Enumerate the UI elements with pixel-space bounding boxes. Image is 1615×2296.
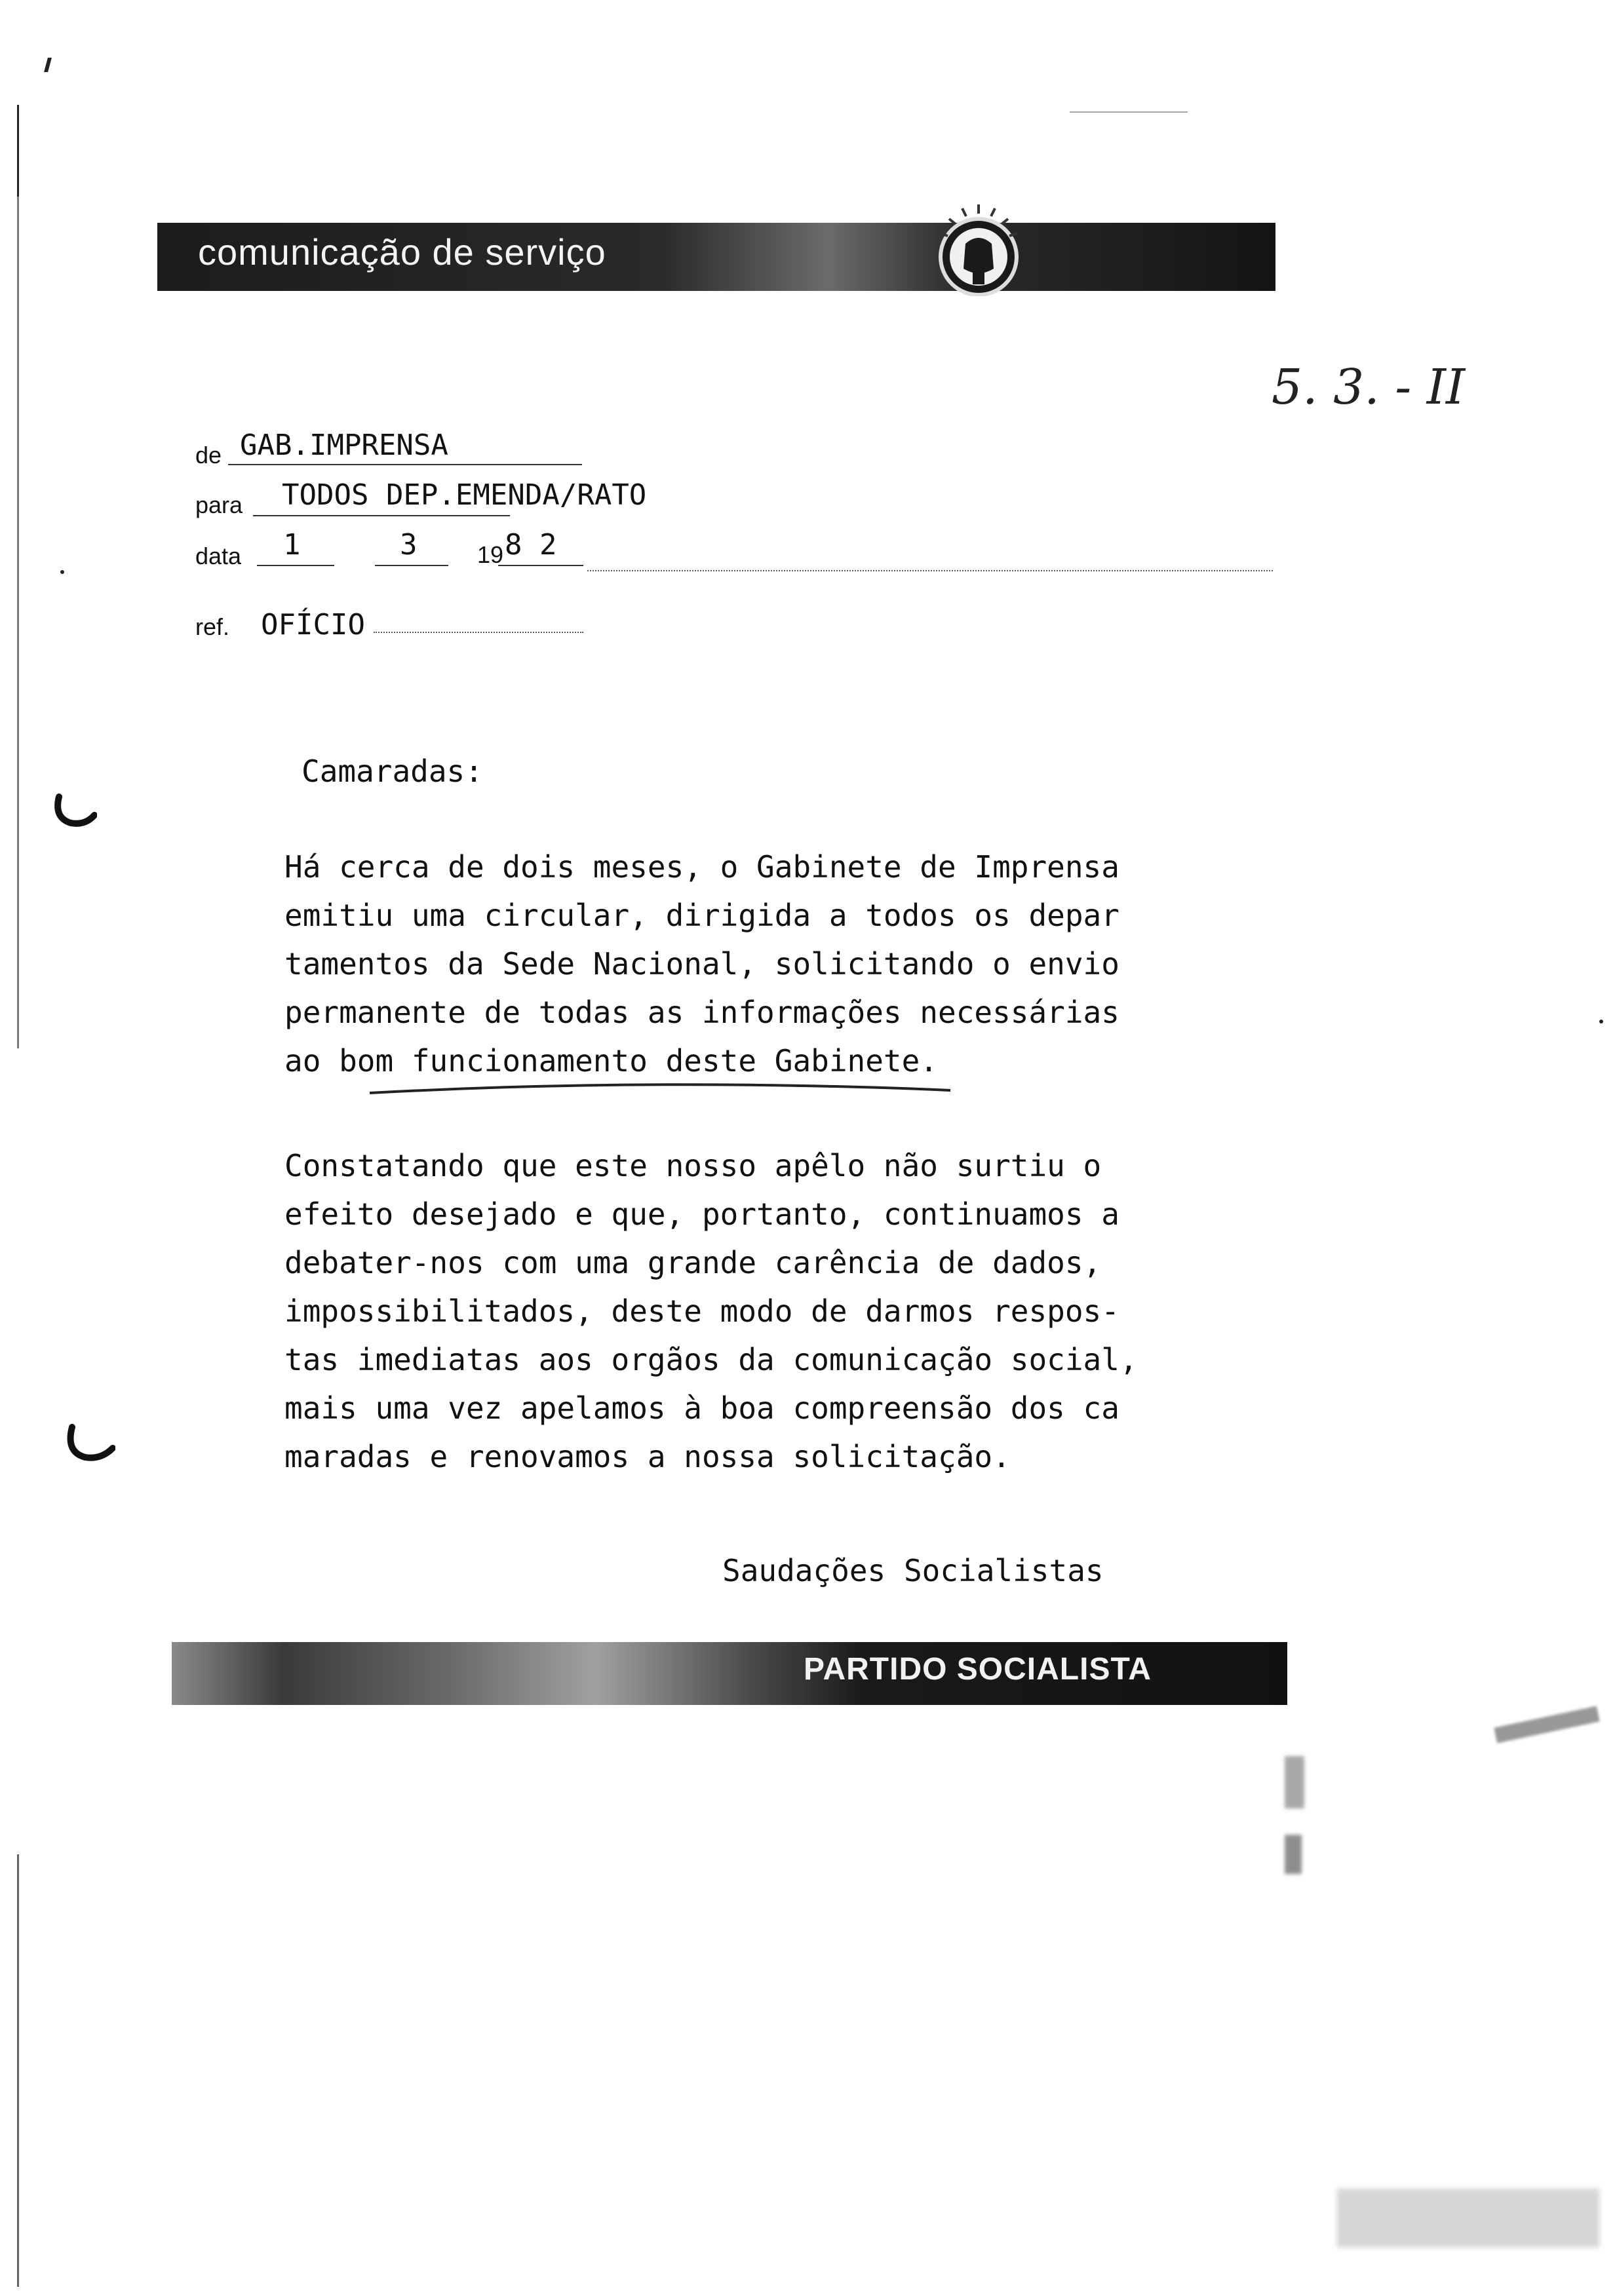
ref-value: OFÍCIO	[261, 608, 365, 641]
para-underline	[253, 515, 510, 516]
paragraph-2-line: tas imediatas aos orgãos da comunicação social,	[284, 1342, 1138, 1377]
paragraph-2-line: debater-nos com uma grande carência de dados,	[284, 1245, 1102, 1280]
closing: Saudações Socialistas	[722, 1553, 1104, 1588]
de-label: de	[195, 442, 222, 469]
paragraph-2-line: mais uma vez apelamos à boa compreensão dos ca	[284, 1390, 1119, 1426]
date-year-suffix: 8 2	[505, 528, 557, 562]
paragraph-2-line: efeito desejado e que, portanto, continuamos a	[284, 1196, 1119, 1232]
scan-noise	[1494, 1706, 1599, 1744]
ref-dotted-line	[374, 632, 583, 633]
fist-emblem-icon	[916, 191, 1041, 296]
scan-noise	[1285, 1835, 1302, 1874]
handwritten-note: 5. 3. - II	[1272, 359, 1466, 415]
paragraph-2	[284, 1141, 1138, 1481]
scan-noise	[1337, 2189, 1599, 2248]
data-label: data	[195, 543, 242, 569]
paragraph-1-line: ao bom funcionamento deste Gabinete.	[284, 1043, 938, 1079]
header-title: comunicação de serviço	[198, 231, 606, 273]
para-value: TODOS DEP.EMENDA/RATO	[282, 478, 647, 512]
date-year-underline	[498, 565, 583, 566]
date-day: 1	[283, 528, 301, 562]
date-day-underline	[257, 565, 334, 566]
scan-speck	[60, 570, 64, 574]
paragraph-2-line: maradas e renovamos a nossa solicitação.	[284, 1439, 1011, 1474]
paragraph-2-line: impossibilitados, deste modo de darmos respos-	[284, 1293, 1119, 1329]
salutation: Camaradas:	[302, 754, 483, 789]
ref-label: ref.	[195, 613, 230, 640]
punch-hole-mark	[51, 792, 97, 831]
paragraph-2-line: Constatando que este nosso apêlo não surtiu o	[284, 1148, 1102, 1183]
de-value: GAB.IMPRENSA	[240, 429, 448, 462]
punch-hole-mark	[63, 1422, 115, 1468]
scan-speck	[1070, 111, 1188, 113]
paragraph-1-line: emitiu uma circular, dirigida a todos os depar	[284, 898, 1119, 933]
date-month-underline	[375, 565, 448, 566]
binder-line-mark	[17, 197, 19, 1048]
footer-party-name: PARTIDO SOCIALISTA	[804, 1652, 1152, 1687]
scan-speck	[1599, 1020, 1603, 1024]
para-label: para	[195, 491, 243, 518]
de-underline	[228, 464, 582, 465]
paragraph-1	[284, 843, 1119, 1085]
paragraph-1-line: Há cerca de dois meses, o Gabinete de Imprensa	[284, 849, 1119, 885]
scan-noise	[1285, 1756, 1304, 1808]
paragraph-1-line: tamentos da Sede Nacional, solicitando o envio	[284, 946, 1119, 982]
binder-line-mark	[17, 1854, 19, 2287]
scan-speck	[44, 58, 52, 72]
binder-line-mark	[17, 105, 19, 197]
paragraph-1-line: permanente de todas as informações necessárias	[284, 995, 1119, 1030]
handwritten-underline	[367, 1081, 957, 1097]
data-dotted-line	[587, 570, 1273, 571]
date-month: 3	[400, 528, 418, 562]
date-year-prefix: 19	[477, 541, 504, 568]
